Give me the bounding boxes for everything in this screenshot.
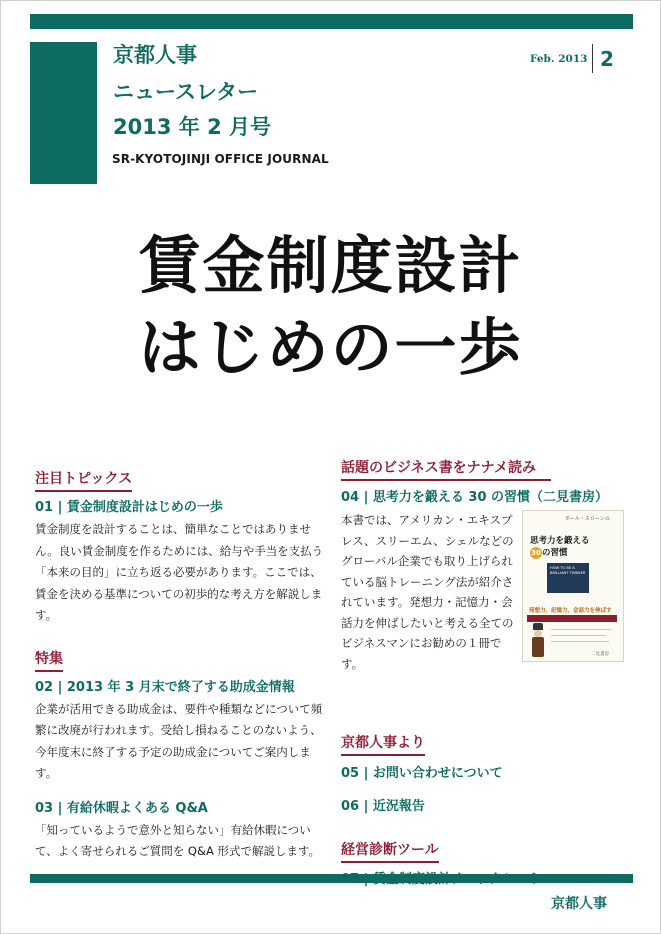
- article-title[interactable]: 06 | 近況報告: [341, 799, 425, 814]
- right-column: [341, 459, 631, 888]
- book-title: 思考力を鍛える 30の習慣: [530, 536, 590, 558]
- book-cover-image: [522, 510, 624, 662]
- article-summary: 賃金制度を設計することは、簡単なことではありません。良い賃金制度を作るためには、給与や手当を支払う「本来の目的」に立ち返る必要があります。ここでは、賃金を決める基準についての初歩的な考え方を解説します。: [35, 522, 324, 622]
- divider: [551, 635, 606, 636]
- newsletter-name: 京都人事: [113, 43, 197, 67]
- article-title[interactable]: 02 | 2013 年 3 月末で終了する助成金情報: [35, 679, 295, 695]
- divider: [551, 641, 609, 642]
- section-book-review: [341, 459, 631, 682]
- headline-line1: 賃金制度設計: [138, 229, 523, 302]
- divider: [551, 629, 611, 630]
- page-number: 2: [600, 47, 614, 71]
- book-tagline: 発想力、記憶力、会話力を伸ばす: [529, 608, 612, 614]
- bottom-bar: [30, 874, 633, 883]
- issue-date: Feb. 2013: [530, 53, 588, 65]
- article-summary: 本書では、アメリカン・エキスプレス、スリーエム、シェルなどのグローバル企業でも取り上げられている脳トレーニング法が紹介されています。発想力・記憶力・会話力を伸ばしたいと考える全てのビジネスマンにお勧めの１冊です。: [341, 513, 514, 671]
- section-title: 特集: [35, 650, 63, 672]
- section-feature: [35, 648, 327, 863]
- article-title[interactable]: 01 | 賃金制度設計はじめの一歩: [35, 500, 223, 515]
- article-summary: 企業が活用できる助成金は、要件や種類などについて頻繁に改廃が行われます。受給し損ねることのないよう、今年度末に終了する予定の助成金についてご案内します。: [35, 701, 323, 780]
- journal-subtitle: SR-KYOTOJINJI OFFICE JOURNAL: [112, 152, 329, 166]
- section-title: 京都人事より: [341, 734, 425, 756]
- header-block: [30, 42, 97, 184]
- newsletter-type: ニュースレター: [113, 80, 259, 104]
- article-title[interactable]: 03 | 有給休暇よくある Q&A: [35, 800, 208, 816]
- issue-separator: [592, 44, 593, 73]
- section-title: 注目トピックス: [35, 470, 132, 492]
- book-english-title: HOW TO BE A BRILLIANT THINKER: [547, 563, 589, 593]
- professor-figure-icon: [531, 623, 545, 657]
- section-office-news: [341, 732, 631, 815]
- section-title: 話題のビジネス書をナナメ読み: [341, 459, 551, 481]
- book-author: ポール・スローンの: [565, 516, 610, 522]
- headline-line2: はじめの一歩: [138, 311, 523, 384]
- footer-name: 京都人事: [551, 896, 607, 912]
- book-band: [527, 615, 617, 622]
- top-bar: [30, 14, 633, 29]
- book-publisher: 二見書房: [591, 652, 609, 657]
- book-number-badge: 30: [531, 549, 541, 557]
- section-topics: [35, 468, 327, 627]
- article-title[interactable]: 04 | 思考力を鍛える 30 の習慣（二見書房）: [341, 490, 609, 505]
- article-summary: 「知っているようで意外と知らない」有給休暇について、よく寄せられるご質問を Q&A 形式で解説します。: [35, 822, 321, 858]
- section-title: 経営診断ツール: [341, 841, 439, 863]
- book-review: [341, 510, 631, 682]
- article-title[interactable]: 05 | お問い合わせについて: [341, 766, 503, 781]
- issue-label: 2013 年 2 月号: [113, 115, 271, 139]
- left-column: [35, 468, 327, 863]
